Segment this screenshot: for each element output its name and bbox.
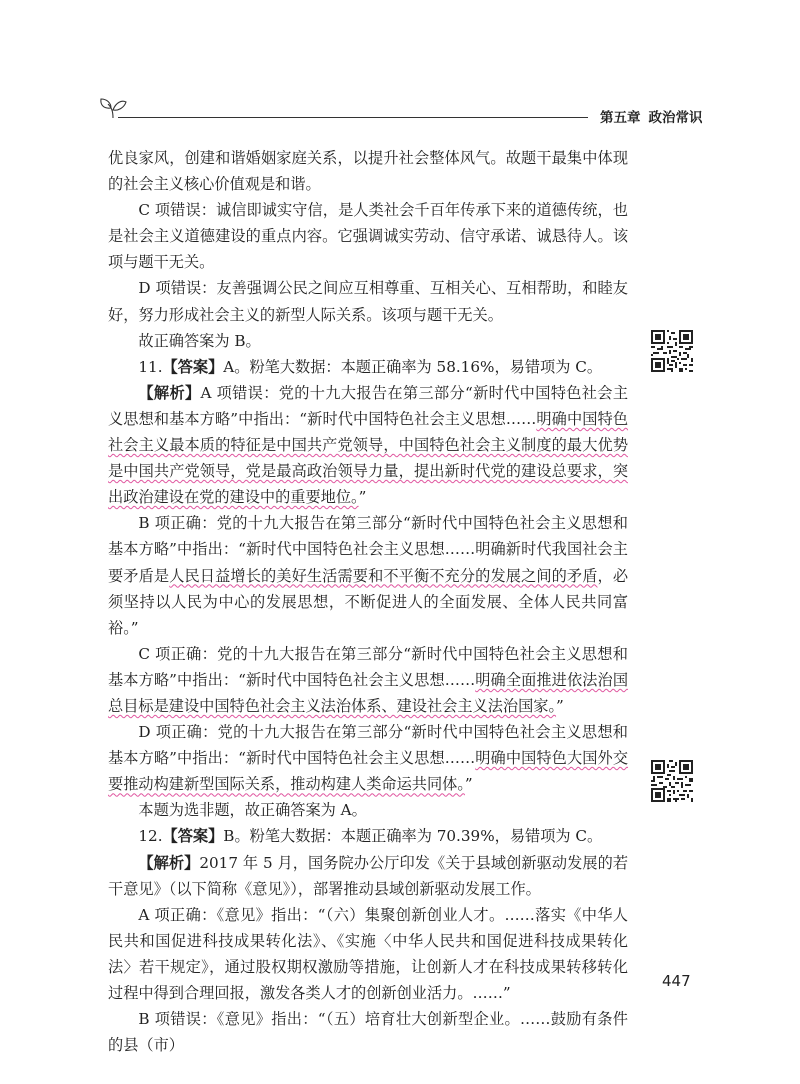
paragraph-option-d: D 项错误：友善强调公民之间应互相尊重、互相关心、互相帮助，和睦友好，努力形成社会主义的新型人际关系。该项与题干无关。 (108, 279, 628, 324)
q11-a-post: ” (358, 488, 367, 507)
q11-b-post: ，必须坚持以人民为中心的发展思想，不断促进人的全面发展、全体人民共同富裕。” (108, 566, 629, 637)
q12-analysis-tag: 【解析】 (138, 853, 200, 872)
q11-option-b (108, 510, 628, 640)
q12-number: 12. (138, 827, 163, 846)
chapter-title: 政治常识 (648, 110, 703, 126)
q12-option-b: B 项错误：《意见》指出：“（五）培育壮大创新型企业。……鼓励有条件的县（市） (108, 1010, 628, 1055)
q11-c-underlined: 明确全面推进依法治国总目标是建设中国特色社会主义法治体系、建设社会主义法治国家。 (108, 670, 629, 715)
q11-c-post: ” (556, 696, 564, 715)
q11-c-pre: C 项正确：党的十九大报告在第三部分“新时代中国特色社会主义思想和基本方略”中指出：“新时代中国特色社会主义思想…… (108, 644, 628, 689)
q12-answer-text: B。粉笔大数据：本题正确率为 70.39%，易错项为 C。 (223, 827, 603, 846)
q11-answer (108, 354, 628, 380)
q12-answer-tag: 【答案】 (162, 827, 224, 846)
q12-analysis-text: 2017 年 5 月，国务院办公厅印发《关于县域创新驱动发展的若干意见》（以下简称《意见》），部署推动县域创新驱动发展工作。 (108, 853, 629, 898)
q11-option-c (108, 641, 628, 719)
q12-option-a: A 项正确：《意见》指出：“（六）集聚创新创业人才。……落实《中华人民共和国促进科技成果转化法》、《实施〈中华人民共和国促进科技成果转化法〉若干规定》，通过股权期权激励等措施，让创新人才在科技成果转移转化过程中得到合理回报，激发各类人才的创新创业活力。……” (108, 905, 628, 1002)
chapter-heading (600, 106, 720, 126)
q12-answer (108, 823, 628, 849)
q11-analysis-tag: 【解析】 (138, 383, 201, 402)
qr-code-icon[interactable] (651, 760, 693, 802)
paragraph-conclusion: 故正确答案为 B。 (138, 331, 261, 350)
q11-b-underlined: 人民日益增长的美好生活需要和不平衡不充分的发展之间的矛盾 (169, 566, 598, 585)
paragraph-continued: 优良家风，创建和谐婚姻家庭关系，以提升社会整体风气。故题干最集中体现的社会主义核心价值观是和谐。 (108, 149, 628, 194)
q11-option-d (108, 719, 628, 797)
qr-code-icon[interactable] (651, 330, 693, 372)
chapter-label: 第五章 (600, 110, 641, 126)
q11-number: 11. (138, 357, 163, 376)
q12-analysis (108, 850, 628, 902)
q11-a-underlined: 明确中国特色社会主义最本质的特征是中国共产党领导，中国特色社会主义制度的最大优势是中国共产党领导，党是最高政治领导力量，提出新时代党的建设总要求，突出政治建设在党的建设中的重要地位。 (108, 409, 629, 507)
page-body (108, 145, 628, 1058)
q11-b-pre: B 项正确：党的十九大报告在第三部分“新时代中国特色社会主义思想和基本方略”中指出：“新时代中国特色社会主义思想……明确新时代我国社会主要矛盾是 (108, 514, 628, 585)
q11-a-pre: A 项错误：党的十九大报告在第三部分“新时代中国特色社会主义思想和基本方略”中指出：“新时代中国特色社会主义思想…… (108, 383, 629, 428)
q11-analysis-a (108, 380, 628, 510)
q11-d-pre: D 项正确：党的十九大报告在第三部分“新时代中国特色社会主义思想和基本方略”中指出：“新时代中国特色社会主义思想…… (108, 723, 628, 768)
q11-d-underlined: 明确中国特色大国外交要推动构建新型国际关系，推动构建人类命运共同体。 (108, 749, 629, 794)
page-number: 447 (662, 972, 691, 990)
q11-answer-text: A。粉笔大数据：本题正确率为 58.16%，易错项为 C。 (223, 357, 603, 376)
header-rule (118, 117, 588, 118)
q11-conclusion: 本题为选非题，故正确答案为 A。 (138, 801, 367, 820)
q11-answer-tag: 【答案】 (162, 357, 224, 376)
paragraph-option-c: C 项错误：诚信即诚实守信，是人类社会千百年传承下来的道德传统，也是社会主义道德建设的重点内容。它强调诚实劳动、信守承诺、诚恳待人。该项与题干无关。 (108, 201, 628, 272)
q11-d-post: ” (464, 775, 473, 794)
